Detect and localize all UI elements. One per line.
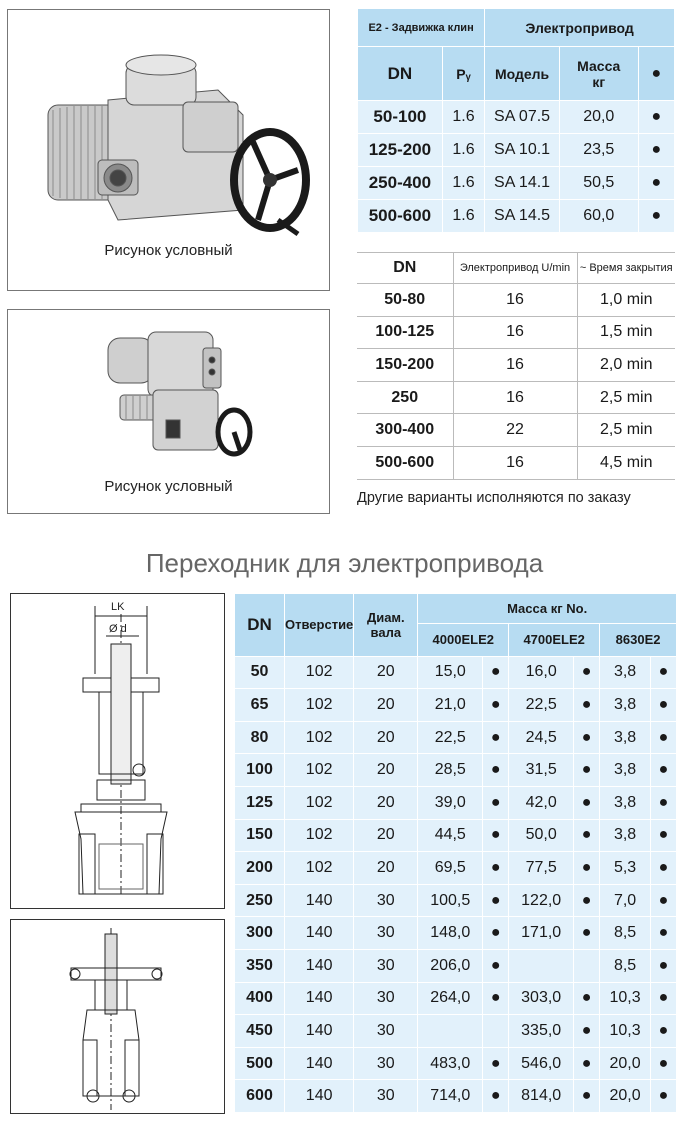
table1-cell-mass: 60,0 (559, 200, 638, 233)
table3-cell-hole: 140 (285, 949, 354, 982)
table2-cell-dn: 500-600 (357, 446, 453, 479)
table3-cell-4000ele2-dot: ● (483, 656, 509, 689)
table3-cell-shaft: 30 (354, 982, 418, 1015)
table3-row (235, 656, 677, 689)
figure-actuator-2 (7, 309, 330, 514)
table1-header-mass-line2: кг (592, 73, 606, 90)
table3-header-dn: DN (235, 594, 285, 657)
table3-cell-shaft: 30 (354, 949, 418, 982)
table3-cell-8630e2-dot: ● (651, 819, 677, 852)
table2-cell-time: 1,0 min (577, 284, 675, 317)
table1-cell-mass: 20,0 (559, 101, 638, 134)
table3-cell-hole: 140 (285, 982, 354, 1015)
table3-cell-8630e2-dot: ● (651, 721, 677, 754)
table1-header-mass-line1: Масса (577, 57, 621, 74)
table3-cell-4700ele2-dot: ● (574, 1080, 600, 1113)
table3-row (235, 884, 677, 917)
table3-cell-4000ele2: 206,0 (418, 949, 483, 982)
table2-row (357, 381, 675, 414)
table3-cell-shaft: 30 (354, 1015, 418, 1048)
table1-row (358, 167, 675, 200)
table3-header-shaft (354, 594, 418, 657)
table3-cell-4700ele2: 24,5 (509, 721, 574, 754)
table3-cell-hole: 102 (285, 689, 354, 722)
table3-cell-4000ele2-dot: ● (483, 819, 509, 852)
table3-cell-dn: 125 (235, 786, 285, 819)
table3-header-8630e2: 8630E2 (600, 624, 677, 657)
table3-row (235, 754, 677, 787)
table3-cell-8630e2: 7,0 (600, 884, 651, 917)
note-text: Другие варианты исполняются по заказу (357, 490, 631, 506)
table3-cell-8630e2: 8,5 (600, 949, 651, 982)
table1-row (358, 101, 675, 134)
figure-caption-2: Рисунок условный (104, 478, 233, 495)
table3-cell-shaft: 30 (354, 917, 418, 950)
table3-row (235, 1047, 677, 1080)
table3-cell-shaft: 30 (354, 1080, 418, 1113)
actuator-illustration-1 (8, 10, 331, 240)
table3-cell-4000ele2 (418, 1015, 483, 1048)
table2-row (357, 446, 675, 479)
table1-cell-mass: 50,5 (559, 167, 638, 200)
table3-header-mass: Масса кг No. (418, 594, 677, 624)
table2-row (357, 349, 675, 382)
table3-cell-4000ele2: 148,0 (418, 917, 483, 950)
table3-cell-4700ele2: 303,0 (509, 982, 574, 1015)
table1-cell-model: SA 10.1 (485, 134, 560, 167)
table3-cell-4000ele2-dot: ● (483, 884, 509, 917)
actuator-illustration-2 (8, 310, 331, 470)
table3-cell-8630e2: 3,8 (600, 721, 651, 754)
table3-cell-4700ele2-dot: ● (574, 819, 600, 852)
table2-cell-drive: 22 (453, 414, 577, 447)
table1-cell-py: 1.6 (442, 167, 484, 200)
table2-header-dn: DN (357, 253, 453, 284)
table1-cell-dot: ● (638, 167, 674, 200)
table3-cell-4700ele2-dot: ● (574, 689, 600, 722)
table1-cell-dn: 250-400 (358, 167, 443, 200)
table1-cell-model: SA 14.1 (485, 167, 560, 200)
table3-cell-hole: 102 (285, 819, 354, 852)
table3-cell-4700ele2: 122,0 (509, 884, 574, 917)
table3-cell-4700ele2-dot: ● (574, 656, 600, 689)
table2-header-drive: Электропривод U/min (453, 253, 577, 284)
table2-cell-drive: 16 (453, 446, 577, 479)
table3-cell-4000ele2-dot: ● (483, 721, 509, 754)
table3-row (235, 852, 677, 885)
table3-row (235, 721, 677, 754)
table3-cell-dn: 600 (235, 1080, 285, 1113)
drawing-label-lk: LK (111, 601, 125, 613)
table3-cell-dn: 500 (235, 1047, 285, 1080)
table1-header-dot: ● (638, 47, 674, 101)
table3-cell-4700ele2: 814,0 (509, 1080, 574, 1113)
table3-cell-4700ele2: 16,0 (509, 656, 574, 689)
table3-cell-4000ele2-dot: ● (483, 1047, 509, 1080)
table1-cell-py: 1.6 (442, 200, 484, 233)
table3-cell-4700ele2: 546,0 (509, 1047, 574, 1080)
section-title: Переходник для электропривода (145, 548, 544, 578)
table3-cell-shaft: 20 (354, 721, 418, 754)
table3-row (235, 1080, 677, 1113)
table3-cell-4000ele2-dot: ● (483, 1080, 509, 1113)
table3-cell-4700ele2: 31,5 (509, 754, 574, 787)
table1-cell-dot: ● (638, 134, 674, 167)
table3-cell-4700ele2-dot: ● (574, 884, 600, 917)
table3-cell-8630e2: 20,0 (600, 1047, 651, 1080)
table3-row (235, 917, 677, 950)
table3-cell-dn: 100 (235, 754, 285, 787)
table3-cell-4000ele2: 44,5 (418, 819, 483, 852)
table2-cell-time: 4,5 min (577, 446, 675, 479)
table3-cell-4000ele2-dot: ● (483, 982, 509, 1015)
table3-cell-4000ele2-dot: ● (483, 917, 509, 950)
table3-cell-4000ele2: 264,0 (418, 982, 483, 1015)
table3-cell-4000ele2: 15,0 (418, 656, 483, 689)
table2-cell-time: 2,5 min (577, 414, 675, 447)
table1-cell-model: SA 07.5 (485, 101, 560, 134)
table3-cell-shaft: 20 (354, 656, 418, 689)
table3-cell-4000ele2: 100,5 (418, 884, 483, 917)
table3-cell-8630e2: 3,8 (600, 819, 651, 852)
table3-cell-4700ele2-dot: ● (574, 1047, 600, 1080)
table3-cell-dn: 350 (235, 949, 285, 982)
table2-row (357, 284, 675, 317)
table3-cell-8630e2-dot: ● (651, 786, 677, 819)
table3-cell-4000ele2-dot: ● (483, 754, 509, 787)
adapter-section-drawing-1 (11, 594, 224, 908)
table3-cell-hole: 140 (285, 1015, 354, 1048)
table3-cell-hole: 140 (285, 1080, 354, 1113)
adapter-drawing-2 (10, 919, 225, 1114)
table1-cell-py: 1.6 (442, 101, 484, 134)
table2-header-time: ~ Время закрытия (577, 253, 675, 284)
table3-cell-4000ele2: 39,0 (418, 786, 483, 819)
table3-cell-hole: 102 (285, 786, 354, 819)
table3-cell-8630e2-dot: ● (651, 917, 677, 950)
table3-cell-4700ele2-dot: ● (574, 917, 600, 950)
table3-cell-4000ele2-dot (483, 1015, 509, 1048)
table3-cell-4700ele2: 171,0 (509, 917, 574, 950)
table2-cell-dn: 100-125 (357, 316, 453, 349)
table3-cell-dn: 150 (235, 819, 285, 852)
table3-cell-dn: 80 (235, 721, 285, 754)
table1-cell-dot: ● (638, 200, 674, 233)
table3-cell-4700ele2: 42,0 (509, 786, 574, 819)
table3-cell-dn: 400 (235, 982, 285, 1015)
table3-cell-8630e2-dot: ● (651, 689, 677, 722)
table2-cell-drive: 16 (453, 316, 577, 349)
table1-header-dn: DN (358, 47, 443, 101)
table3-cell-dn: 200 (235, 852, 285, 885)
table2-cell-dn: 250 (357, 381, 453, 414)
table3-cell-4000ele2: 21,0 (418, 689, 483, 722)
table3-cell-shaft: 20 (354, 786, 418, 819)
table3-cell-4000ele2: 483,0 (418, 1047, 483, 1080)
table3-cell-hole: 102 (285, 721, 354, 754)
table3-cell-8630e2-dot: ● (651, 982, 677, 1015)
table3-row (235, 689, 677, 722)
table1-cell-mass: 23,5 (559, 134, 638, 167)
table1-cell-dn: 50-100 (358, 101, 443, 134)
table2-cell-time: 1,5 min (577, 316, 675, 349)
table3-header-4000ele2: 4000ELE2 (418, 624, 509, 657)
table3-cell-4000ele2-dot: ● (483, 689, 509, 722)
figure-actuator-1 (7, 9, 330, 291)
table3-cell-hole: 140 (285, 884, 354, 917)
table1-header-py: Pᵧ (442, 47, 484, 101)
table3-cell-8630e2: 10,3 (600, 1015, 651, 1048)
table3-cell-dn: 65 (235, 689, 285, 722)
table3-cell-hole: 102 (285, 656, 354, 689)
table3-cell-4700ele2-dot: ● (574, 982, 600, 1015)
table3-cell-4700ele2-dot: ● (574, 721, 600, 754)
adapter-section-drawing-2 (11, 920, 224, 1113)
table3-header-hole: Отверстие (285, 594, 354, 657)
actuator-spec-table (357, 8, 675, 233)
table3-cell-dn: 50 (235, 656, 285, 689)
table3-cell-8630e2-dot: ● (651, 852, 677, 885)
table2-cell-time: 2,0 min (577, 349, 675, 382)
table3-cell-dn: 250 (235, 884, 285, 917)
table2-row (357, 414, 675, 447)
drawing-label-d: Ø d (109, 623, 127, 635)
table3-row (235, 819, 677, 852)
table2-cell-dn: 300-400 (357, 414, 453, 447)
table3-cell-4700ele2-dot: ● (574, 1015, 600, 1048)
table1-group-header: Электропривод (485, 9, 675, 47)
table3-cell-4700ele2: 77,5 (509, 852, 574, 885)
table2-cell-drive: 16 (453, 284, 577, 317)
table3-cell-hole: 140 (285, 917, 354, 950)
table3-cell-4700ele2: 22,5 (509, 689, 574, 722)
table3-cell-dn: 450 (235, 1015, 285, 1048)
table2-row (357, 316, 675, 349)
adapter-drawing-1 (10, 593, 225, 909)
table3-cell-4700ele2 (509, 949, 574, 982)
table3-cell-dn: 300 (235, 917, 285, 950)
table3-cell-4000ele2: 22,5 (418, 721, 483, 754)
table3-row (235, 786, 677, 819)
table3-cell-4700ele2-dot: ● (574, 852, 600, 885)
table1-cell-dn: 500-600 (358, 200, 443, 233)
table3-cell-8630e2-dot: ● (651, 949, 677, 982)
table3-cell-8630e2: 3,8 (600, 786, 651, 819)
table3-cell-8630e2: 8,5 (600, 917, 651, 950)
table3-cell-8630e2-dot: ● (651, 656, 677, 689)
table1-row (358, 200, 675, 233)
closing-time-table (357, 252, 675, 480)
table2-cell-time: 2,5 min (577, 381, 675, 414)
table2-cell-drive: 16 (453, 381, 577, 414)
table3-cell-8630e2-dot: ● (651, 1080, 677, 1113)
table3-cell-4000ele2: 28,5 (418, 754, 483, 787)
table3-row (235, 949, 677, 982)
table3-cell-8630e2: 3,8 (600, 689, 651, 722)
table3-cell-8630e2: 3,8 (600, 754, 651, 787)
adapter-mass-table (234, 593, 677, 1113)
table3-cell-shaft: 20 (354, 852, 418, 885)
table3-cell-8630e2-dot: ● (651, 884, 677, 917)
table3-cell-4000ele2-dot: ● (483, 852, 509, 885)
table3-cell-4700ele2-dot: ● (574, 786, 600, 819)
table3-row (235, 982, 677, 1015)
table3-cell-4000ele2: 69,5 (418, 852, 483, 885)
table3-cell-8630e2-dot: ● (651, 1015, 677, 1048)
table3-cell-4700ele2: 50,0 (509, 819, 574, 852)
table3-cell-4000ele2-dot: ● (483, 786, 509, 819)
table1-cell-dot: ● (638, 101, 674, 134)
table3-header-shaft-line2: вала (370, 624, 402, 640)
table3-cell-8630e2: 10,3 (600, 982, 651, 1015)
table3-row (235, 1015, 677, 1048)
table3-header-shaft-line1: Диам. (366, 609, 405, 625)
table3-cell-8630e2-dot: ● (651, 754, 677, 787)
table3-cell-8630e2: 20,0 (600, 1080, 651, 1113)
table1-row (358, 134, 675, 167)
table3-cell-4000ele2-dot: ● (483, 949, 509, 982)
table1-header-mass (559, 47, 638, 101)
figure-caption-1: Рисунок условный (104, 242, 233, 259)
table3-cell-4700ele2: 335,0 (509, 1015, 574, 1048)
table2-cell-dn: 50-80 (357, 284, 453, 317)
table3-cell-8630e2-dot: ● (651, 1047, 677, 1080)
table3-cell-shaft: 30 (354, 884, 418, 917)
table1-header-model: Модель (485, 47, 560, 101)
table1-cell-dn: 125-200 (358, 134, 443, 167)
table1-title: E2 - Задвижка клин (358, 9, 485, 47)
table3-cell-hole: 102 (285, 754, 354, 787)
table3-cell-8630e2: 3,8 (600, 656, 651, 689)
table3-cell-shaft: 20 (354, 689, 418, 722)
table2-cell-dn: 150-200 (357, 349, 453, 382)
table3-cell-shaft: 20 (354, 754, 418, 787)
table3-cell-4700ele2-dot (574, 949, 600, 982)
table1-cell-model: SA 14.5 (485, 200, 560, 233)
table3-cell-4700ele2-dot: ● (574, 754, 600, 787)
table3-cell-hole: 140 (285, 1047, 354, 1080)
table3-cell-4000ele2: 714,0 (418, 1080, 483, 1113)
table3-cell-shaft: 20 (354, 819, 418, 852)
table3-header-4700ele2: 4700ELE2 (509, 624, 600, 657)
table1-cell-py: 1.6 (442, 134, 484, 167)
table3-cell-shaft: 30 (354, 1047, 418, 1080)
table3-cell-hole: 102 (285, 852, 354, 885)
table3-cell-8630e2: 5,3 (600, 852, 651, 885)
table2-cell-drive: 16 (453, 349, 577, 382)
